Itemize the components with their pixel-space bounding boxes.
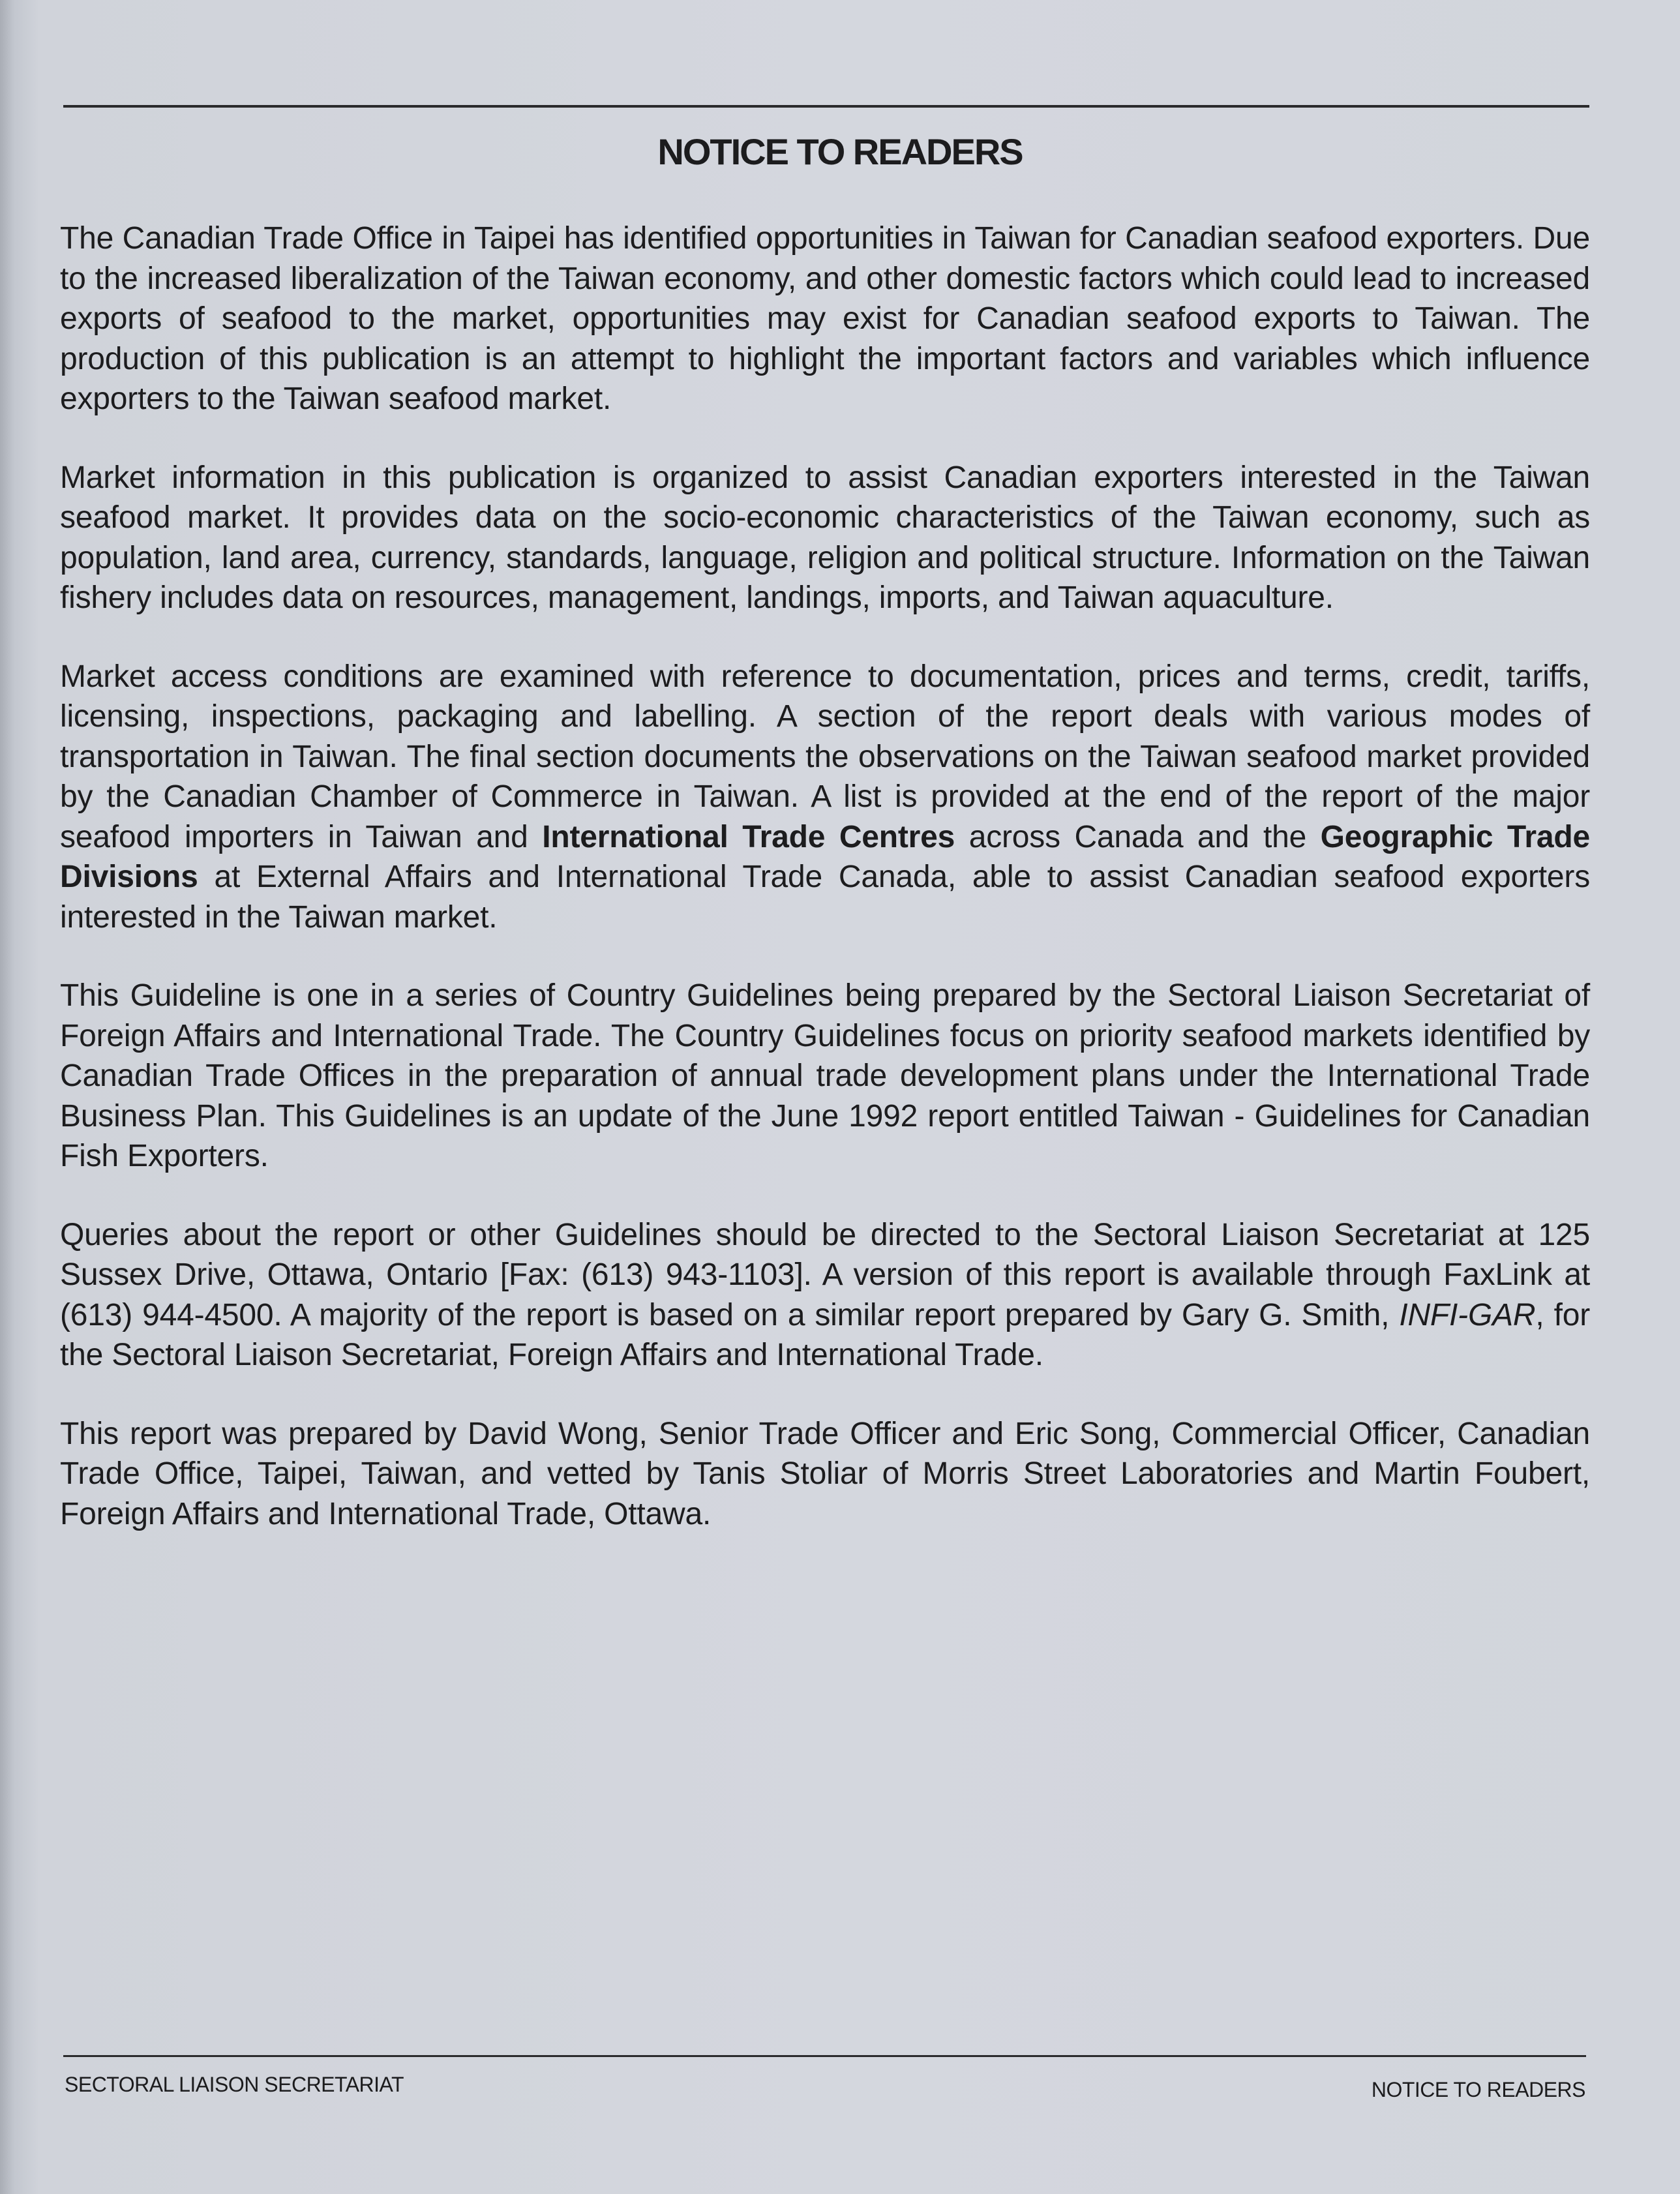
geographic-trade-divisions-term: Geographic Trade Divisions [60,819,1590,894]
header-rule [63,105,1589,108]
paragraph-market-access-text-2: across Canada and the [955,819,1321,854]
footer-chapter-name: NOTICE TO READERS [1371,2078,1585,2101]
international-trade-centres-term: International Trade Centres [542,819,955,854]
body-text [60,218,1590,1572]
paragraph-queries-text-2: , for the Sectoral Liaison Secretariat, Foreign Affairs and International Trade. [60,1297,1590,1372]
footer-rule [63,2055,1586,2057]
paragraph-intro: The Canadian Trade Office in Taipei has identified opportunities in Taiwan for Canadian seafood exporters. Due to the increased liberalization of the Taiwan economy, and other domestic factors which could lead to increased exports of seafood to the market, opportunities may exist for Canadian seafood exports to Taiwan. The production of this publication is an attempt to highlight the important factors and variables which influence exporters to the Taiwan seafood market. [60,221,1590,416]
paragraph-guidelines-series: This Guideline is one in a series of Country Guidelines being prepared by the Sectoral Liaison Secretariat of Foreign Affairs and International Trade. The Country Guidelines focus on priority seafood markets identified by Canadian Trade Offices in the preparation of annual trade development plans under the International Trade Business Plan. This Guidelines is an update of the June 1992 report entitled Taiwan - Guidelines for Canadian Fish Exporters. [60,978,1590,1173]
paragraph-queries-text-1: Queries about the report or other Guidelines should be directed to the Sectoral Liaison Secretariat at 125 Sussex Drive, Ottawa, Ontario [Fax: (613) 943-1103]. A version of this report is available through FaxLink at (613) 944-4500. A majority of the report is based on a similar report prepared by Gary G. Smith, [60,1217,1590,1332]
paragraph-market-access-text-1: Market access conditions are examined with reference to documentation, prices and terms, credit, tariffs, licensing, inspections, packaging and labelling. A section of the report deals with various modes of transportation in Taiwan. The final section documents the observations on the Taiwan seafood market provided by the Canadian Chamber of Commerce in Taiwan. A list is provided at the end of the report of the major seafood importers in Taiwan and [60,659,1590,854]
paragraph-market-access [60,657,1590,938]
footer-section-name: SECTORAL LIAISON SECRETARIAT [65,2073,404,2096]
page-title: NOTICE TO READERS [657,131,1023,172]
infi-gar-term: INFI-GAR [1399,1297,1536,1332]
paragraph-authors: This report was prepared by David Wong, Senior Trade Officer and Eric Song, Commercial Officer, Canadian Trade Office, Taipei, Taiwan, and vetted by Tanis Stoliar of Morris Street Laboratories and Martin Foubert, Foreign Affairs and International Trade, Ottawa. [60,1416,1590,1531]
paragraph-market-access-text-3: at External Affairs and International Trade Canada, able to assist Canadian seafood exporters interested in the Taiwan market. [60,860,1590,935]
paragraph-market-information: Market information in this publication is organized to assist Canadian exporters interested in the Taiwan seafood market. It provides data on the socio-economic characteristics of the Taiwan economy, such as population, land area, currency, standards, language, religion and political structure. Information on the Taiwan fishery includes data on resources, management, landings, imports, and Taiwan aquaculture. [60,460,1590,615]
paragraph-queries [60,1215,1590,1375]
